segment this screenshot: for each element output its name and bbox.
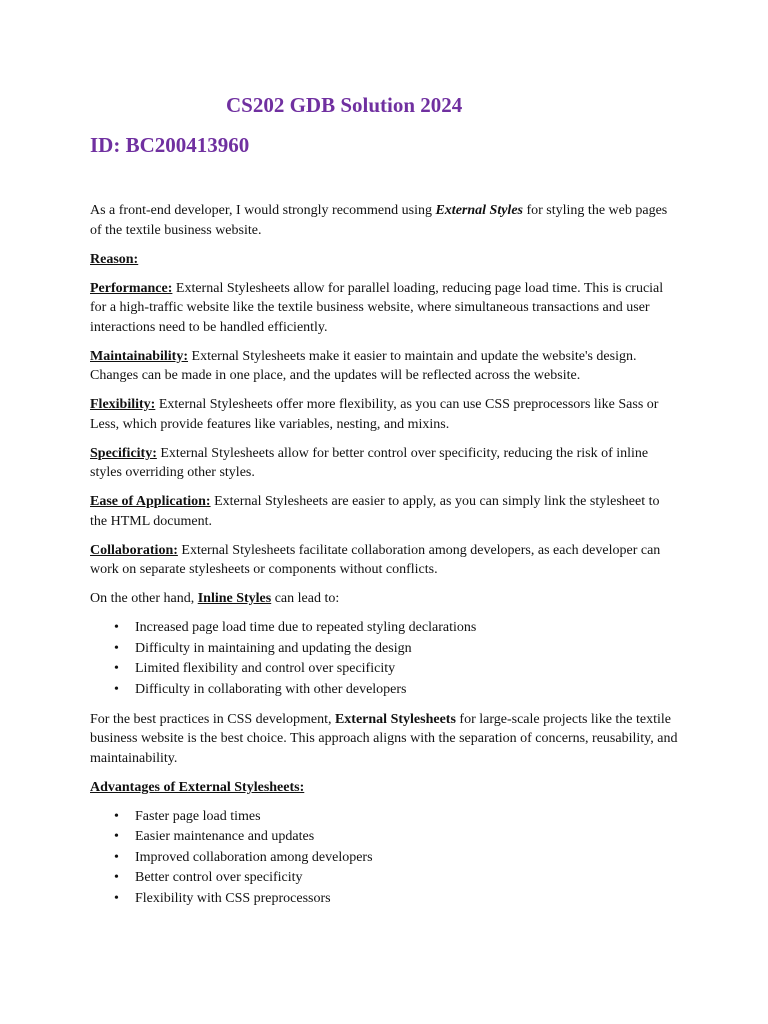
reason-label: Flexibility: <box>90 397 156 412</box>
reason-label: Ease of Application: <box>90 494 211 509</box>
reason-label: Collaboration: <box>90 542 178 558</box>
list-item-text: Easier maintenance and updates <box>135 829 315 844</box>
reason-label: Specificity: <box>90 445 157 461</box>
reason-text: External Stylesheets allow for better control over specificity, reducing the risk of inline styles overriding other styles. <box>90 445 649 480</box>
conclusion-paragraph <box>90 710 680 769</box>
bullet-icon: • <box>114 808 119 824</box>
list-item-text: Improved collaboration among developers <box>135 849 373 865</box>
list-item <box>114 889 680 910</box>
advantages-heading <box>90 778 680 798</box>
reason-label: Performance: <box>90 280 173 296</box>
list-item <box>114 827 680 848</box>
bullet-icon: • <box>114 890 119 906</box>
reason-collaboration <box>90 541 680 580</box>
bullet-icon: • <box>114 640 119 656</box>
list-item <box>114 680 680 701</box>
list-item-text: Faster page load times <box>135 808 261 824</box>
list-item-text: Better control over specificity <box>135 870 303 885</box>
reason-text: External Stylesheets allow for parallel loading, reducing page load time. This is crucial for a high-traffic website like the textile business website, where simultaneous transactions and user interactions need to be handled efficiently. <box>90 280 664 335</box>
intro-text-pre: As a front-end developer, I would strongly recommend using <box>90 203 436 218</box>
reason-ease-of-application <box>90 492 680 531</box>
conclusion-text-post: for large-scale projects like the textile business website is the best choice. This approach aligns with the separation of concerns, reusability, and maintainability. <box>90 711 678 766</box>
bullet-icon: • <box>114 661 119 676</box>
intro-text-post: for styling the web pages of the textile business website. <box>90 203 668 238</box>
inline-emphasis: Inline Styles <box>197 591 272 606</box>
reason-label: Maintainability: <box>90 348 189 364</box>
list-item-text: Limited flexibility and control over specificity <box>135 661 396 676</box>
student-id: ID: BC200413960 <box>90 133 250 157</box>
bullet-icon: • <box>114 620 119 635</box>
reason-text: External Stylesheets make it easier to maintain and update the website's design. Changes can be made in one place, and the updates will be reflected across the website. <box>90 348 637 383</box>
intro-paragraph <box>90 201 680 240</box>
intro-emphasis: External Styles <box>435 203 523 218</box>
reason-flexibility <box>90 395 680 434</box>
inline-text-post: can lead to: <box>271 591 340 606</box>
reason-specificity <box>90 444 680 483</box>
document-body <box>90 201 680 919</box>
list-item <box>114 868 680 889</box>
conclusion-emphasis: External Stylesheets <box>334 711 456 727</box>
reason-text: External Stylesheets offer more flexibility, as you can use CSS preprocessors like Sass or Less, which provide features like variables, nesting, and mixins. <box>90 397 659 432</box>
inline-text-pre: On the other hand, <box>90 591 198 606</box>
list-item <box>114 618 680 639</box>
bullet-icon: • <box>114 681 119 697</box>
inline-styles-paragraph <box>90 589 680 609</box>
bullet-icon: • <box>114 849 119 865</box>
reason-text: External Stylesheets are easier to apply, as you can simply link the stylesheet to the HTML document. <box>90 494 660 529</box>
reason-maintainability <box>90 347 680 386</box>
advantages-heading-text: Advantages of External Stylesheets: <box>90 779 305 795</box>
list-item <box>114 639 680 660</box>
list-item <box>114 807 680 828</box>
reason-heading <box>90 250 680 270</box>
bullet-icon: • <box>114 829 119 844</box>
list-item-text: Difficulty in maintaining and updating the design <box>135 640 412 656</box>
reason-heading-text: Reason: <box>90 251 139 267</box>
inline-drawbacks-list <box>90 618 680 700</box>
list-item-text: Flexibility with CSS preprocessors <box>135 890 331 906</box>
list-item <box>114 659 680 680</box>
list-item-text: Difficulty in collaborating with other developers <box>135 681 407 697</box>
reason-text: External Stylesheets facilitate collaboration among developers, as each developer can work on separate stylesheets or components without conflicts. <box>90 542 661 577</box>
reason-performance <box>90 279 680 338</box>
list-item <box>114 848 680 869</box>
advantages-list <box>90 807 680 910</box>
document-title: CS202 GDB Solution 2024 <box>226 93 463 117</box>
bullet-icon: • <box>114 870 119 885</box>
conclusion-text-pre: For the best practices in CSS development, <box>90 711 335 727</box>
list-item-text: Increased page load time due to repeated styling declarations <box>135 620 477 635</box>
